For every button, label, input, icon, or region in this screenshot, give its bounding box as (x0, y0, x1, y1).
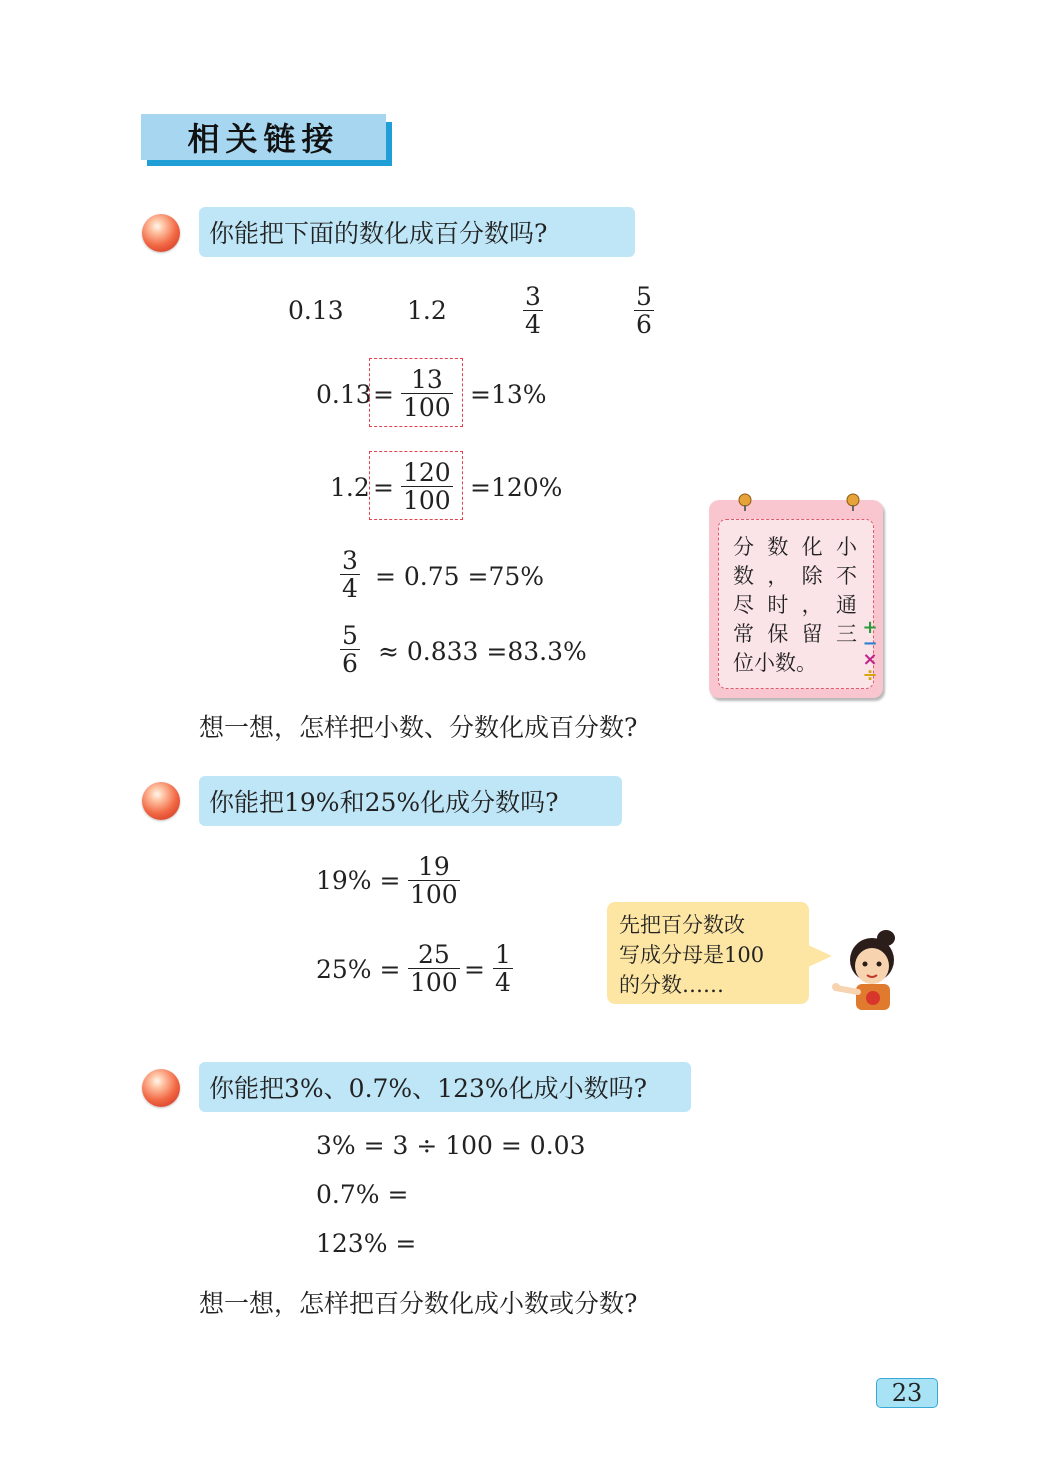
eq2-equals: = (373, 473, 394, 502)
section-title: 相关链接 (187, 120, 340, 158)
eq3-rhs: = 0.75 =75% (375, 562, 545, 591)
think-prompt-1: 想一想，怎样把小数、分数化成百分数? (199, 713, 638, 742)
note-text (733, 533, 857, 678)
eq3-fraction: $\frac{3}{4}$ (342, 546, 358, 603)
number-0.13: 0.13 (288, 296, 344, 325)
q3-line-2: 0.7% = (316, 1180, 409, 1209)
eq4-fraction: $\frac{5}{6}$ (342, 621, 358, 678)
pushpin-icon (844, 493, 862, 511)
section-header (141, 114, 386, 160)
eq2-lhs: 1.2 (330, 473, 370, 502)
speech-line: 先把百分数改 (619, 913, 745, 937)
note-row: 尽 时 ， 通 (733, 593, 857, 617)
pushpin-icon (736, 493, 754, 511)
minus-icon: − (862, 633, 878, 654)
question-1-text: 你能把下面的数化成百分数吗? (209, 219, 548, 248)
plus-icon: + (862, 617, 878, 638)
q2-eq2-fraction: $\frac{25}{100}$ (410, 940, 458, 997)
question-2-text: 你能把19%和25%化成分数吗? (209, 788, 559, 817)
eq1-rhs: =13% (470, 380, 547, 409)
q2-eq1-fraction: $\frac{19}{100}$ (410, 852, 458, 909)
question-3-box (199, 1062, 691, 1112)
bullet-ball-icon (142, 214, 180, 252)
q2-eq2-lhs: 25% = (316, 955, 401, 984)
note-row: 常 保 留 三 (733, 622, 857, 646)
speech-line: 写成分母是100 (619, 943, 765, 967)
fraction-3-4: $\frac{3}{4}$ (525, 282, 541, 339)
q3-line-3: 123% = (316, 1229, 417, 1258)
q3-line-1: 3% = 3 ÷ 100 = 0.03 (316, 1131, 586, 1160)
question-1-box (199, 207, 635, 257)
eq1-lhs: 0.13 (316, 380, 372, 409)
think-prompt-2: 想一想，怎样把百分数化成小数或分数? (199, 1289, 638, 1318)
bullet-ball-icon (142, 1069, 180, 1107)
page-number: 23 (876, 1378, 938, 1408)
note-row: 位小数。 (733, 651, 817, 675)
speech-bubble (607, 902, 809, 1004)
q2-eq2-fraction2: $\frac{1}{4}$ (495, 940, 511, 997)
eq2-fraction: $\frac{120}{100}$ (403, 458, 451, 515)
eq2-rhs: =120% (470, 473, 563, 502)
girl-character-icon (830, 924, 914, 1010)
note-row: 数 ， 除 不 (733, 564, 857, 588)
eq4-rhs: ≈ 0.833 =83.3% (378, 637, 587, 666)
fraction-5-6: $\frac{5}{6}$ (636, 282, 652, 339)
note-row: 分 数 化 小 (733, 535, 857, 559)
q2-eq1-lhs: 19% = (316, 866, 401, 895)
times-icon: × (862, 649, 878, 670)
bullet-ball-icon (142, 782, 180, 820)
question-2-box (199, 776, 622, 826)
speech-line: 的分数…… (619, 973, 724, 997)
question-3-text: 你能把3%、0.7%、123%化成小数吗? (209, 1074, 648, 1103)
eq1-equals: = (373, 380, 394, 409)
math-operators-icon (860, 617, 880, 686)
q2-eq2-equals: = (464, 955, 485, 984)
number-1.2: 1.2 (407, 296, 447, 325)
speech-bubble-tail (806, 944, 832, 968)
divide-icon: ÷ (862, 665, 878, 686)
eq1-fraction: $\frac{13}{100}$ (403, 365, 451, 422)
